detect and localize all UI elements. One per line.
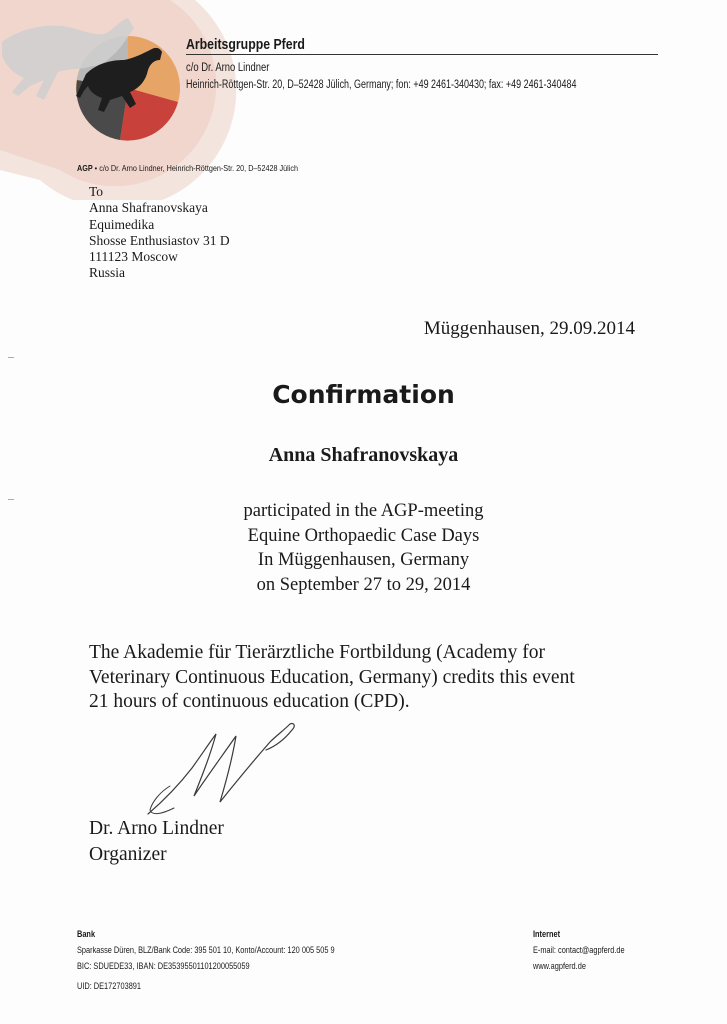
scan-mark bbox=[8, 499, 14, 500]
handwritten-signature bbox=[140, 716, 320, 826]
credits-statement bbox=[89, 641, 649, 715]
recipient-address bbox=[89, 184, 230, 282]
recipient-line: Anna Shafranovskaya bbox=[89, 200, 208, 216]
return-address-prefix: AGP bbox=[77, 163, 93, 173]
event-line: Equine Orthopaedic Case Days bbox=[247, 525, 480, 546]
event-line: on September 27 to 29, 2014 bbox=[256, 574, 471, 595]
header-rule bbox=[186, 54, 658, 55]
care-of-line: c/o Dr. Arno Lindner bbox=[186, 62, 270, 74]
return-address bbox=[77, 163, 298, 173]
recipient-line: Equimedika bbox=[89, 216, 155, 232]
signer-block bbox=[89, 816, 224, 868]
bank-heading: Bank bbox=[77, 929, 96, 939]
organization-name: Arbeitsgruppe Pferd bbox=[186, 36, 305, 53]
website-line: www.agpferd.de bbox=[533, 961, 586, 971]
internet-details bbox=[533, 926, 625, 974]
recipient-line: 111123 Moscow bbox=[89, 249, 178, 265]
signer-name: Dr. Arno Lindner bbox=[89, 818, 224, 839]
recipient-line: Shosse Enthusiastov 31 D bbox=[89, 232, 230, 248]
bank-account-line: Sparkasse Düren, BLZ/Bank Code: 395 501 10, Konto/Account: 120 005 505 9 bbox=[77, 945, 335, 955]
uid-line: UID: DE172703891 bbox=[77, 981, 142, 991]
email-line: E-mail: contact@agpferd.de bbox=[533, 945, 625, 955]
event-line: In Müggenhausen, Germany bbox=[257, 550, 470, 570]
return-address-text: • c/o Dr. Arno Lindner, Heinrich-Röttgen-Str. 20, D–52428 Jülich bbox=[92, 163, 298, 173]
credits-line: The Akademie für Tierärztliche Fortbildung (Academy for bbox=[89, 642, 545, 663]
document-title: Confirmation bbox=[272, 380, 455, 409]
scan-mark bbox=[8, 357, 14, 358]
signer-role: Organizer bbox=[89, 844, 167, 865]
event-description bbox=[0, 499, 727, 597]
credits-line: Veterinary Continuous Education, Germany) credits this event bbox=[89, 666, 575, 688]
place-and-date: Müggenhausen, 29.09.2014 bbox=[423, 318, 635, 339]
recipient-line: To bbox=[89, 184, 104, 199]
internet-heading: Internet bbox=[533, 929, 561, 939]
event-line: participated in the AGP-meeting bbox=[243, 501, 484, 521]
bank-details bbox=[77, 926, 335, 994]
recipient-line: Russia bbox=[89, 265, 126, 281]
credits-line: 21 hours of continuous education (CPD). bbox=[89, 691, 410, 712]
contact-address-line: Heinrich-Röttgen-Str. 20, D–52428 Jülich, Germany; fon: +49 2461-340430; fax: +49 2461-340484 bbox=[186, 79, 577, 91]
participant-name: Anna Shafranovskaya bbox=[268, 444, 459, 466]
bank-iban-line: BIC: SDUEDE33, IBAN: DE35395501101200055059 bbox=[77, 961, 250, 971]
